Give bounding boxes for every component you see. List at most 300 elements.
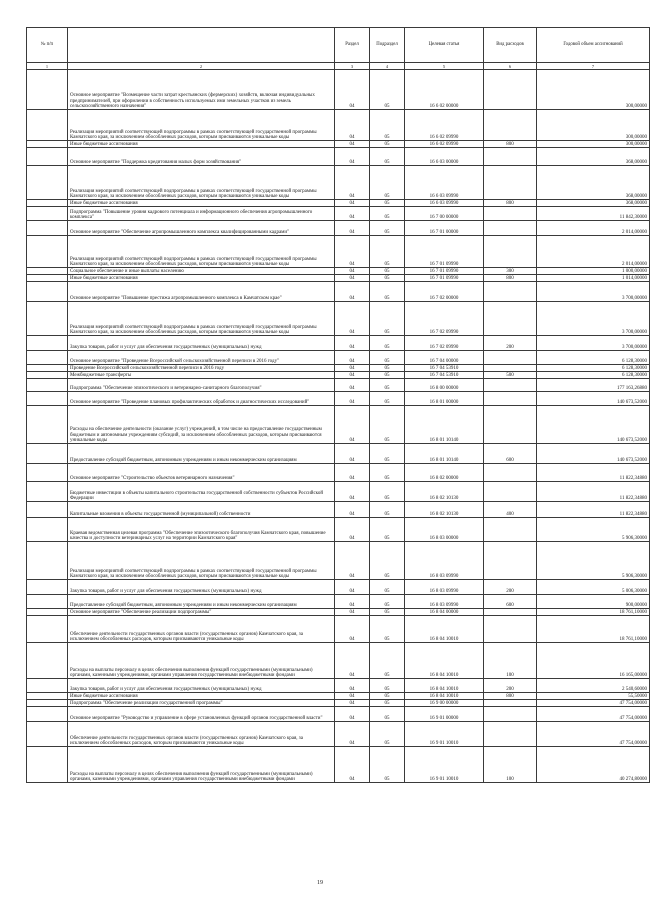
row-target-article: 16 8 01 00000	[405, 392, 484, 406]
table-row	[27, 700, 650, 707]
row-name: Закупка товаров, работ и услуг для обеспечения государственных (муниципальных) нужд	[68, 679, 335, 693]
row-number	[27, 221, 68, 236]
row-subsection: 05	[370, 282, 405, 302]
row-amount: 5 006,30000	[537, 580, 650, 595]
row-name: Иные бюджетные ассигнования	[68, 693, 335, 700]
row-expense-type	[484, 70, 537, 110]
row-subsection: 05	[370, 580, 405, 595]
row-target-article: 16 8 03 09990	[405, 580, 484, 595]
row-number	[27, 166, 68, 200]
header-target: Целевая статья	[405, 28, 484, 63]
row-name: Предоставление субсидий бюджетным, автономным учреждениям и иным некоммерческим организациям	[68, 595, 335, 609]
table-row	[27, 141, 650, 148]
column-number: 4	[370, 63, 405, 70]
row-name: Основное мероприятие "Проведение плановых профилактических обработок и диагностических исследований"	[68, 392, 335, 406]
row-name: Основное мероприятие "Руководство и управление в сфере установленных функций органов государственной власти"	[68, 707, 335, 722]
row-amount: 11 822,34880	[537, 464, 650, 482]
row-section: 04	[335, 616, 370, 643]
row-section: 04	[335, 542, 370, 580]
row-section: 04	[335, 643, 370, 679]
row-name: Подпрограмма "Обеспечение эпизоотического и ветеринарно-санитарного благополучия"	[68, 379, 335, 392]
row-name: Основное мероприятие "Поддержка кредитования малых форм хозяйствования"	[68, 148, 335, 166]
row-subsection: 05	[370, 200, 405, 207]
row-name: Бюджетные инвестиции в объекты капитального строительства государственной собственности субъектов Российской Федерации	[68, 482, 335, 502]
table-row	[27, 166, 650, 200]
table-row	[27, 693, 650, 700]
row-subsection: 05	[370, 268, 405, 275]
row-number	[27, 392, 68, 406]
row-target-article: 16 8 04 10010	[405, 616, 484, 643]
row-number	[27, 580, 68, 595]
row-subsection: 05	[370, 595, 405, 609]
row-expense-type	[484, 482, 537, 502]
row-amount: 300,00000	[537, 110, 650, 141]
row-expense-type	[484, 542, 537, 580]
row-number	[27, 502, 68, 518]
header-expense-type: Вид расходов	[484, 28, 537, 63]
row-section: 04	[335, 502, 370, 518]
table-body	[27, 70, 650, 783]
column-number: 2	[68, 63, 335, 70]
row-section: 04	[335, 722, 370, 747]
row-expense-type	[484, 518, 537, 542]
row-number	[27, 268, 68, 275]
row-target-article: 16 7 04 00000	[405, 351, 484, 365]
row-expense-type	[484, 207, 537, 221]
row-amount: 177 163,26880	[537, 379, 650, 392]
row-target-article: 16 8 03 09990	[405, 542, 484, 580]
row-number	[27, 406, 68, 444]
row-amount: 300,00000	[537, 70, 650, 110]
row-amount: 2 014,00000	[537, 236, 650, 268]
row-section: 04	[335, 392, 370, 406]
table-row	[27, 616, 650, 643]
budget-table	[26, 27, 650, 783]
row-target-article: 16 6 02 09990	[405, 141, 484, 148]
row-subsection: 05	[370, 365, 405, 372]
row-number	[27, 482, 68, 502]
row-amount: 900,00000	[537, 595, 650, 609]
column-number: 5	[405, 63, 484, 70]
table-row	[27, 406, 650, 444]
row-name: Социальное обеспечение и иные выплаты населению	[68, 268, 335, 275]
row-subsection: 05	[370, 221, 405, 236]
row-section: 04	[335, 444, 370, 464]
row-expense-type: 800	[484, 200, 537, 207]
table-row	[27, 482, 650, 502]
row-expense-type: 800	[484, 275, 537, 282]
row-target-article: 16 8 01 10140	[405, 406, 484, 444]
row-section: 04	[335, 609, 370, 616]
row-name: Иные бюджетные ассигнования	[68, 275, 335, 282]
row-name: Подпрограмма "Обеспечение реализации государственной программы"	[68, 700, 335, 707]
row-number	[27, 464, 68, 482]
row-target-article: 16 7 01 09990	[405, 236, 484, 268]
row-section: 04	[335, 70, 370, 110]
row-section: 04	[335, 595, 370, 609]
row-expense-type	[484, 302, 537, 336]
row-section: 04	[335, 351, 370, 365]
row-name: Проведение Всероссийской сельскохозяйственной переписи в 2016 году	[68, 365, 335, 372]
row-target-article: 16 9 01 00000	[405, 707, 484, 722]
row-expense-type	[484, 166, 537, 200]
row-target-article: 16 8 02 10130	[405, 502, 484, 518]
row-subsection: 05	[370, 444, 405, 464]
row-expense-type	[484, 700, 537, 707]
table-row	[27, 392, 650, 406]
row-amount: 11 822,34880	[537, 502, 650, 518]
row-amount: 6 128,30000	[537, 365, 650, 372]
row-section: 04	[335, 200, 370, 207]
table-row	[27, 707, 650, 722]
row-expense-type	[484, 379, 537, 392]
row-expense-type: 300	[484, 268, 537, 275]
row-section: 04	[335, 747, 370, 783]
row-number	[27, 110, 68, 141]
row-name: Основное мероприятие "Обеспечение агропромышленного комплекса квалифицированными кадрами"	[68, 221, 335, 236]
header-section: Раздел	[335, 28, 370, 63]
row-expense-type: 200	[484, 580, 537, 595]
row-subsection: 05	[370, 379, 405, 392]
row-subsection: 05	[370, 747, 405, 783]
row-name: Капитальные вложения в объекты государственной (муниципальной) собственности	[68, 502, 335, 518]
row-number	[27, 372, 68, 379]
header-amount: Годовой объем ассигнований	[537, 28, 650, 63]
table-row	[27, 747, 650, 783]
row-name: Закупка товаров, работ и услуг для обеспечения государственных (муниципальных) нужд	[68, 580, 335, 595]
row-name: Иные бюджетные ассигнования	[68, 200, 335, 207]
row-expense-type	[484, 351, 537, 365]
row-name: Предоставление субсидий бюджетным, автономным учреждениям и иным некоммерческим организациям	[68, 444, 335, 464]
row-number	[27, 518, 68, 542]
header-subsection: Подраздел	[370, 28, 405, 63]
row-target-article: 16 8 04 10010	[405, 643, 484, 679]
row-name: Реализация мероприятий соответствующей подпрограммы в рамках соответствующей государственной программы Камчатского края, за исключением обособленных расходов, которым присваиваются уникальные коды	[68, 166, 335, 200]
row-expense-type: 200	[484, 679, 537, 693]
table-row	[27, 268, 650, 275]
row-target-article: 16 7 00 00000	[405, 207, 484, 221]
row-subsection: 05	[370, 700, 405, 707]
table-row	[27, 148, 650, 166]
row-section: 04	[335, 221, 370, 236]
row-name: Обеспечение деятельности государственных органов власти (государственных органов) Камчатского края, за исключением обособленных расходов, которым присваиваются уникальные коды	[68, 616, 335, 643]
row-section: 04	[335, 406, 370, 444]
column-number: 1	[27, 63, 68, 70]
row-subsection: 05	[370, 482, 405, 502]
row-section: 04	[335, 700, 370, 707]
row-name: Расходы на выплаты персоналу в целях обеспечения выполнения функций государственными (муниципальными) органами, казенными учреждениями, органами управления государственными внебюджетными фондами	[68, 747, 335, 783]
row-target-article: 16 6 03 09990	[405, 166, 484, 200]
row-expense-type: 100	[484, 643, 537, 679]
row-number	[27, 70, 68, 110]
row-name: Межбюджетные трансферты	[68, 372, 335, 379]
table-row	[27, 110, 650, 141]
row-subsection: 05	[370, 406, 405, 444]
header-num: № п/п	[27, 28, 68, 63]
row-expense-type: 400	[484, 502, 537, 518]
row-expense-type	[484, 406, 537, 444]
row-target-article: 16 6 03 00000	[405, 148, 484, 166]
row-subsection: 05	[370, 464, 405, 482]
row-amount: 2 540,60000	[537, 679, 650, 693]
table-row	[27, 643, 650, 679]
table-row	[27, 221, 650, 236]
row-amount: 368,00000	[537, 200, 650, 207]
row-number	[27, 609, 68, 616]
row-subsection: 05	[370, 166, 405, 200]
row-amount: 300,00000	[537, 141, 650, 148]
row-expense-type	[484, 616, 537, 643]
row-name: Основное мероприятие "Проведение Всероссийской сельскохозяйственной переписи в 2016 году"	[68, 351, 335, 365]
row-amount: 1 014,00000	[537, 275, 650, 282]
row-name: Реализация мероприятий соответствующей подпрограммы в рамках соответствующей государственной программы Камчатского края, за исключением обособленных расходов, которым присваиваются уникальные коды	[68, 302, 335, 336]
row-number	[27, 595, 68, 609]
row-expense-type	[484, 282, 537, 302]
row-target-article: 16 7 01 09990	[405, 268, 484, 275]
column-number: 6	[484, 63, 537, 70]
row-expense-type	[484, 464, 537, 482]
row-expense-type: 600	[484, 444, 537, 464]
row-subsection: 05	[370, 502, 405, 518]
row-subsection: 05	[370, 616, 405, 643]
table-row	[27, 464, 650, 482]
row-section: 04	[335, 207, 370, 221]
row-subsection: 05	[370, 693, 405, 700]
row-name: Основное мероприятие "Строительство объектов ветеринарного назначения"	[68, 464, 335, 482]
row-target-article: 16 7 01 00000	[405, 221, 484, 236]
row-amount: 40 274,80000	[537, 747, 650, 783]
table-row	[27, 207, 650, 221]
row-subsection: 05	[370, 518, 405, 542]
row-target-article: 16 8 04 10010	[405, 693, 484, 700]
row-number	[27, 679, 68, 693]
row-expense-type	[484, 392, 537, 406]
row-target-article: 16 6 03 09990	[405, 200, 484, 207]
row-amount: 3 700,00000	[537, 302, 650, 336]
row-amount: 368,00000	[537, 148, 650, 166]
table-row	[27, 275, 650, 282]
row-target-article: 16 8 04 00000	[405, 609, 484, 616]
header-name	[68, 28, 335, 63]
row-amount: 6 128,30000	[537, 351, 650, 365]
row-amount: 11 822,34880	[537, 482, 650, 502]
row-section: 04	[335, 580, 370, 595]
table-row	[27, 351, 650, 365]
row-expense-type: 100	[484, 747, 537, 783]
row-target-article: 16 7 01 09990	[405, 275, 484, 282]
row-amount: 140 673,52000	[537, 392, 650, 406]
row-subsection: 05	[370, 722, 405, 747]
page-number: 19	[317, 880, 323, 886]
row-section: 04	[335, 275, 370, 282]
table-row	[27, 372, 650, 379]
table-row	[27, 336, 650, 351]
table-row	[27, 70, 650, 110]
table-row	[27, 365, 650, 372]
row-expense-type	[484, 722, 537, 747]
row-target-article: 16 9 01 10010	[405, 747, 484, 783]
row-number	[27, 275, 68, 282]
row-amount: 5 906,30000	[537, 518, 650, 542]
table-row	[27, 679, 650, 693]
row-expense-type	[484, 365, 537, 372]
row-target-article: 16 6 02 09990	[405, 110, 484, 141]
row-subsection: 05	[370, 275, 405, 282]
row-subsection: 05	[370, 609, 405, 616]
row-number	[27, 643, 68, 679]
row-name: Подпрограмма "Повышение уровня кадрового потенциала и информационного обеспечения агропромышленного комплекса"	[68, 207, 335, 221]
row-amount: 55,50000	[537, 693, 650, 700]
row-number	[27, 379, 68, 392]
row-subsection: 05	[370, 372, 405, 379]
row-number	[27, 336, 68, 351]
row-name: Иные бюджетные ассигнования	[68, 141, 335, 148]
row-subsection: 05	[370, 148, 405, 166]
row-number	[27, 282, 68, 302]
row-amount: 18 761,10000	[537, 616, 650, 643]
table-row	[27, 200, 650, 207]
row-name: Обеспечение деятельности государственных органов власти (государственных органов) Камчатского края, за исключением обособленных расходов, которым присваиваются уникальные коды	[68, 722, 335, 747]
row-amount: 16 165,00000	[537, 643, 650, 679]
row-target-article: 16 6 02 00000	[405, 70, 484, 110]
column-number: 7	[537, 63, 650, 70]
row-target-article: 16 7 02 09990	[405, 336, 484, 351]
row-section: 04	[335, 141, 370, 148]
row-expense-type: 800	[484, 141, 537, 148]
row-subsection: 05	[370, 110, 405, 141]
row-number	[27, 722, 68, 747]
row-subsection: 05	[370, 392, 405, 406]
row-expense-type	[484, 110, 537, 141]
table-header-row	[27, 28, 650, 63]
table-row	[27, 236, 650, 268]
row-section: 04	[335, 693, 370, 700]
row-subsection: 05	[370, 679, 405, 693]
row-number	[27, 148, 68, 166]
row-amount: 1 000,00000	[537, 268, 650, 275]
table-row	[27, 379, 650, 392]
row-name: Реализация мероприятий соответствующей подпрограммы в рамках соответствующей государственной программы Камчатского края, за исключением обособленных расходов, которым присваиваются уникальные коды	[68, 236, 335, 268]
row-target-article: 16 7 02 00000	[405, 282, 484, 302]
row-subsection: 05	[370, 236, 405, 268]
row-number	[27, 236, 68, 268]
row-number	[27, 693, 68, 700]
row-expense-type	[484, 236, 537, 268]
column-number: 3	[335, 63, 370, 70]
row-amount: 18 761,10000	[537, 609, 650, 616]
row-expense-type	[484, 609, 537, 616]
table-row	[27, 609, 650, 616]
row-section: 04	[335, 482, 370, 502]
row-expense-type	[484, 148, 537, 166]
row-target-article: 16 7 04 53910	[405, 365, 484, 372]
row-name: Закупка товаров, работ и услуг для обеспечения государственных (муниципальных) нужд	[68, 336, 335, 351]
row-name: Реализация мероприятий соответствующей подпрограммы в рамках соответствующей государственной программы Камчатского края, за исключением обособленных расходов, которым присваиваются уникальные коды	[68, 542, 335, 580]
row-name: Основное мероприятие "Возмещение части затрат крестьянских (фермерских) хозяйств, включая индивидуальных предпринимателей, при оформлении в собственность используемых ими земельных участков из земель сельскохозяйственного назначения"	[68, 70, 335, 110]
row-number	[27, 707, 68, 722]
table-row	[27, 282, 650, 302]
row-subsection: 05	[370, 207, 405, 221]
row-amount: 47 754,00000	[537, 722, 650, 747]
row-number	[27, 351, 68, 365]
row-number	[27, 365, 68, 372]
row-subsection: 05	[370, 141, 405, 148]
row-target-article: 16 7 02 09990	[405, 302, 484, 336]
row-section: 04	[335, 236, 370, 268]
row-target-article: 16 8 04 10010	[405, 679, 484, 693]
row-section: 04	[335, 302, 370, 336]
row-amount: 140 673,52000	[537, 406, 650, 444]
row-amount: 140 673,52000	[537, 444, 650, 464]
row-section: 04	[335, 282, 370, 302]
row-target-article: 16 8 03 00000	[405, 518, 484, 542]
row-expense-type: 200	[484, 336, 537, 351]
row-expense-type: 500	[484, 372, 537, 379]
table-row	[27, 542, 650, 580]
row-subsection: 05	[370, 336, 405, 351]
row-section: 04	[335, 679, 370, 693]
row-amount: 368,00000	[537, 166, 650, 200]
row-section: 04	[335, 365, 370, 372]
row-expense-type	[484, 707, 537, 722]
row-amount: 2 014,00000	[537, 221, 650, 236]
row-subsection: 05	[370, 643, 405, 679]
row-section: 04	[335, 379, 370, 392]
row-target-article: 16 8 03 09990	[405, 595, 484, 609]
row-amount: 3 700,00000	[537, 336, 650, 351]
row-name: Расходы на обеспечение деятельности (оказание услуг) учреждений, в том числе на предоставление государственным бюджетным и автономным учреждениям субсидий, за исключением обособленных расходов, которым присваиваются уникальные коды	[68, 406, 335, 444]
row-section: 04	[335, 707, 370, 722]
row-amount: 3 700,00000	[537, 282, 650, 302]
row-expense-type	[484, 221, 537, 236]
row-expense-type: 800	[484, 693, 537, 700]
row-number	[27, 747, 68, 783]
table-row	[27, 722, 650, 747]
row-number	[27, 200, 68, 207]
row-subsection: 05	[370, 542, 405, 580]
row-target-article: 16 8 02 10130	[405, 482, 484, 502]
row-amount: 11 842,30000	[537, 207, 650, 221]
row-amount: 47 754,00000	[537, 707, 650, 722]
row-number	[27, 542, 68, 580]
row-section: 04	[335, 464, 370, 482]
row-name: Основное мероприятие "Обеспечение реализации подпрограммы"	[68, 609, 335, 616]
row-name: Краевая ведомственная целевая программа "Обеспечение эпизоотического благополучия Камчатского края, повышение качества и доступности ветеринарных услуг на территории Камчатского края"	[68, 518, 335, 542]
row-section: 04	[335, 268, 370, 275]
row-expense-type: 600	[484, 595, 537, 609]
row-number	[27, 207, 68, 221]
table-row	[27, 444, 650, 464]
row-name: Расходы на выплаты персоналу в целях обеспечения выполнения функций государственными (муниципальными) органами, казенными учреждениями, органами управления государственными внебюджетными фондами	[68, 643, 335, 679]
row-target-article: 16 8 01 10140	[405, 444, 484, 464]
table-row	[27, 518, 650, 542]
row-target-article: 16 8 00 00000	[405, 379, 484, 392]
row-amount: 6 128,30000	[537, 372, 650, 379]
row-section: 04	[335, 518, 370, 542]
row-target-article: 16 9 01 10010	[405, 722, 484, 747]
row-name: Основное мероприятие "Повышение престижа агропромышленного комплекса в Камчатском крае"	[68, 282, 335, 302]
row-subsection: 05	[370, 707, 405, 722]
row-number	[27, 444, 68, 464]
row-section: 04	[335, 110, 370, 141]
table-row	[27, 502, 650, 518]
row-number	[27, 302, 68, 336]
row-target-article: 16 9 00 00000	[405, 700, 484, 707]
row-amount: 47 754,00000	[537, 700, 650, 707]
row-section: 04	[335, 166, 370, 200]
row-amount: 5 906,30000	[537, 542, 650, 580]
row-subsection: 05	[370, 351, 405, 365]
